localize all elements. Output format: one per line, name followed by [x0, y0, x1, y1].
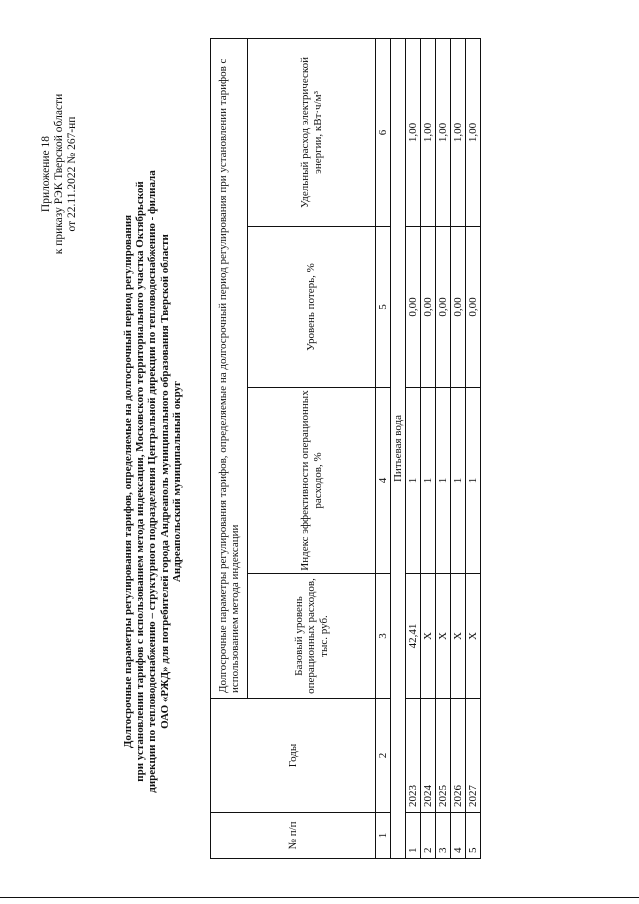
row-energy: 1,00 [436, 38, 451, 226]
col-number: 4 [376, 388, 391, 574]
document-title [122, 104, 183, 859]
row-index: 1 [406, 388, 421, 574]
col-number: 6 [376, 38, 391, 226]
column-number-row [376, 38, 391, 858]
header-num: № п/п [211, 813, 376, 859]
col-number: 1 [376, 813, 391, 859]
header-loss: Уровень потерь, % [248, 227, 376, 388]
row-year: 2026 [451, 699, 466, 813]
appendix-note [40, 44, 79, 304]
row-year: 2024 [421, 699, 436, 813]
col-number: 3 [376, 574, 391, 699]
row-num: 5 [466, 813, 481, 859]
appendix-line-1: Приложение 18 [40, 135, 52, 213]
appendix-line-2: к приказу РЭК Тверской области [53, 93, 65, 255]
row-energy: 1,00 [466, 38, 481, 226]
row-year: 2023 [406, 699, 421, 813]
row-year: 2027 [466, 699, 481, 813]
parameters-table [210, 38, 481, 859]
row-loss: 0,00 [436, 227, 451, 388]
title-line-3: дирекции по тепловодоснабжению – структурного подразделения Центральной дирекции по тепловодоснабжению - филиала [146, 170, 159, 793]
table-row [421, 38, 436, 858]
table-row [451, 38, 466, 858]
page-bottom-rule [0, 897, 639, 898]
row-base: X [436, 574, 451, 699]
row-num: 1 [406, 813, 421, 859]
row-base: X [421, 574, 436, 699]
title-line-4: ОАО «РЖД» для потребителей города Андреаполь муниципального образования Тверской области [158, 234, 171, 729]
row-index: 1 [466, 388, 481, 574]
row-base: 42,41 [406, 574, 421, 699]
row-loss: 0,00 [451, 227, 466, 388]
header-energy: Удельный расход электрической энергии, кВт·ч/м³ [248, 38, 376, 226]
header-years: Годы [211, 699, 376, 813]
row-index: 1 [451, 388, 466, 574]
section-row [391, 38, 406, 858]
col-number: 5 [376, 227, 391, 388]
section-label: Питьевая вода [391, 38, 406, 858]
row-num: 3 [436, 813, 451, 859]
row-num: 2 [421, 813, 436, 859]
header-row-group [211, 38, 248, 858]
row-base: X [451, 574, 466, 699]
table-row [436, 38, 451, 858]
row-loss: 0,00 [406, 227, 421, 388]
row-energy: 1,00 [421, 38, 436, 226]
title-line-5: Андреапольский муниципальный округ [170, 380, 183, 583]
title-line-2: при установлении тарифов с использованием метода индексации, Московского территориального участка Октябрьской [134, 181, 147, 782]
row-energy: 1,00 [451, 38, 466, 226]
header-index: Индекс эффективности операционных расходов, % [248, 388, 376, 574]
row-energy: 1,00 [406, 38, 421, 226]
row-index: 1 [421, 388, 436, 574]
row-index: 1 [436, 388, 451, 574]
col-number: 2 [376, 699, 391, 813]
header-group: Долгосрочные параметры регулирования тарифов, определяемые на долгосрочный период регулирования при установлении тарифов с использованием метода индексации [211, 38, 248, 698]
row-loss: 0,00 [466, 227, 481, 388]
header-base: Базовый уровень операционных расходов, тыс. руб. [248, 574, 376, 699]
row-year: 2025 [436, 699, 451, 813]
row-loss: 0,00 [421, 227, 436, 388]
title-line-1: Долгосрочные параметры регулирования тарифов, определяемые на долгосрочный период регулирования [122, 214, 134, 749]
table-row [406, 38, 421, 858]
row-num: 4 [451, 813, 466, 859]
table-row [466, 38, 481, 858]
row-base: X [466, 574, 481, 699]
appendix-line-3: от 22.11.2022 № 267-нп [66, 116, 78, 232]
